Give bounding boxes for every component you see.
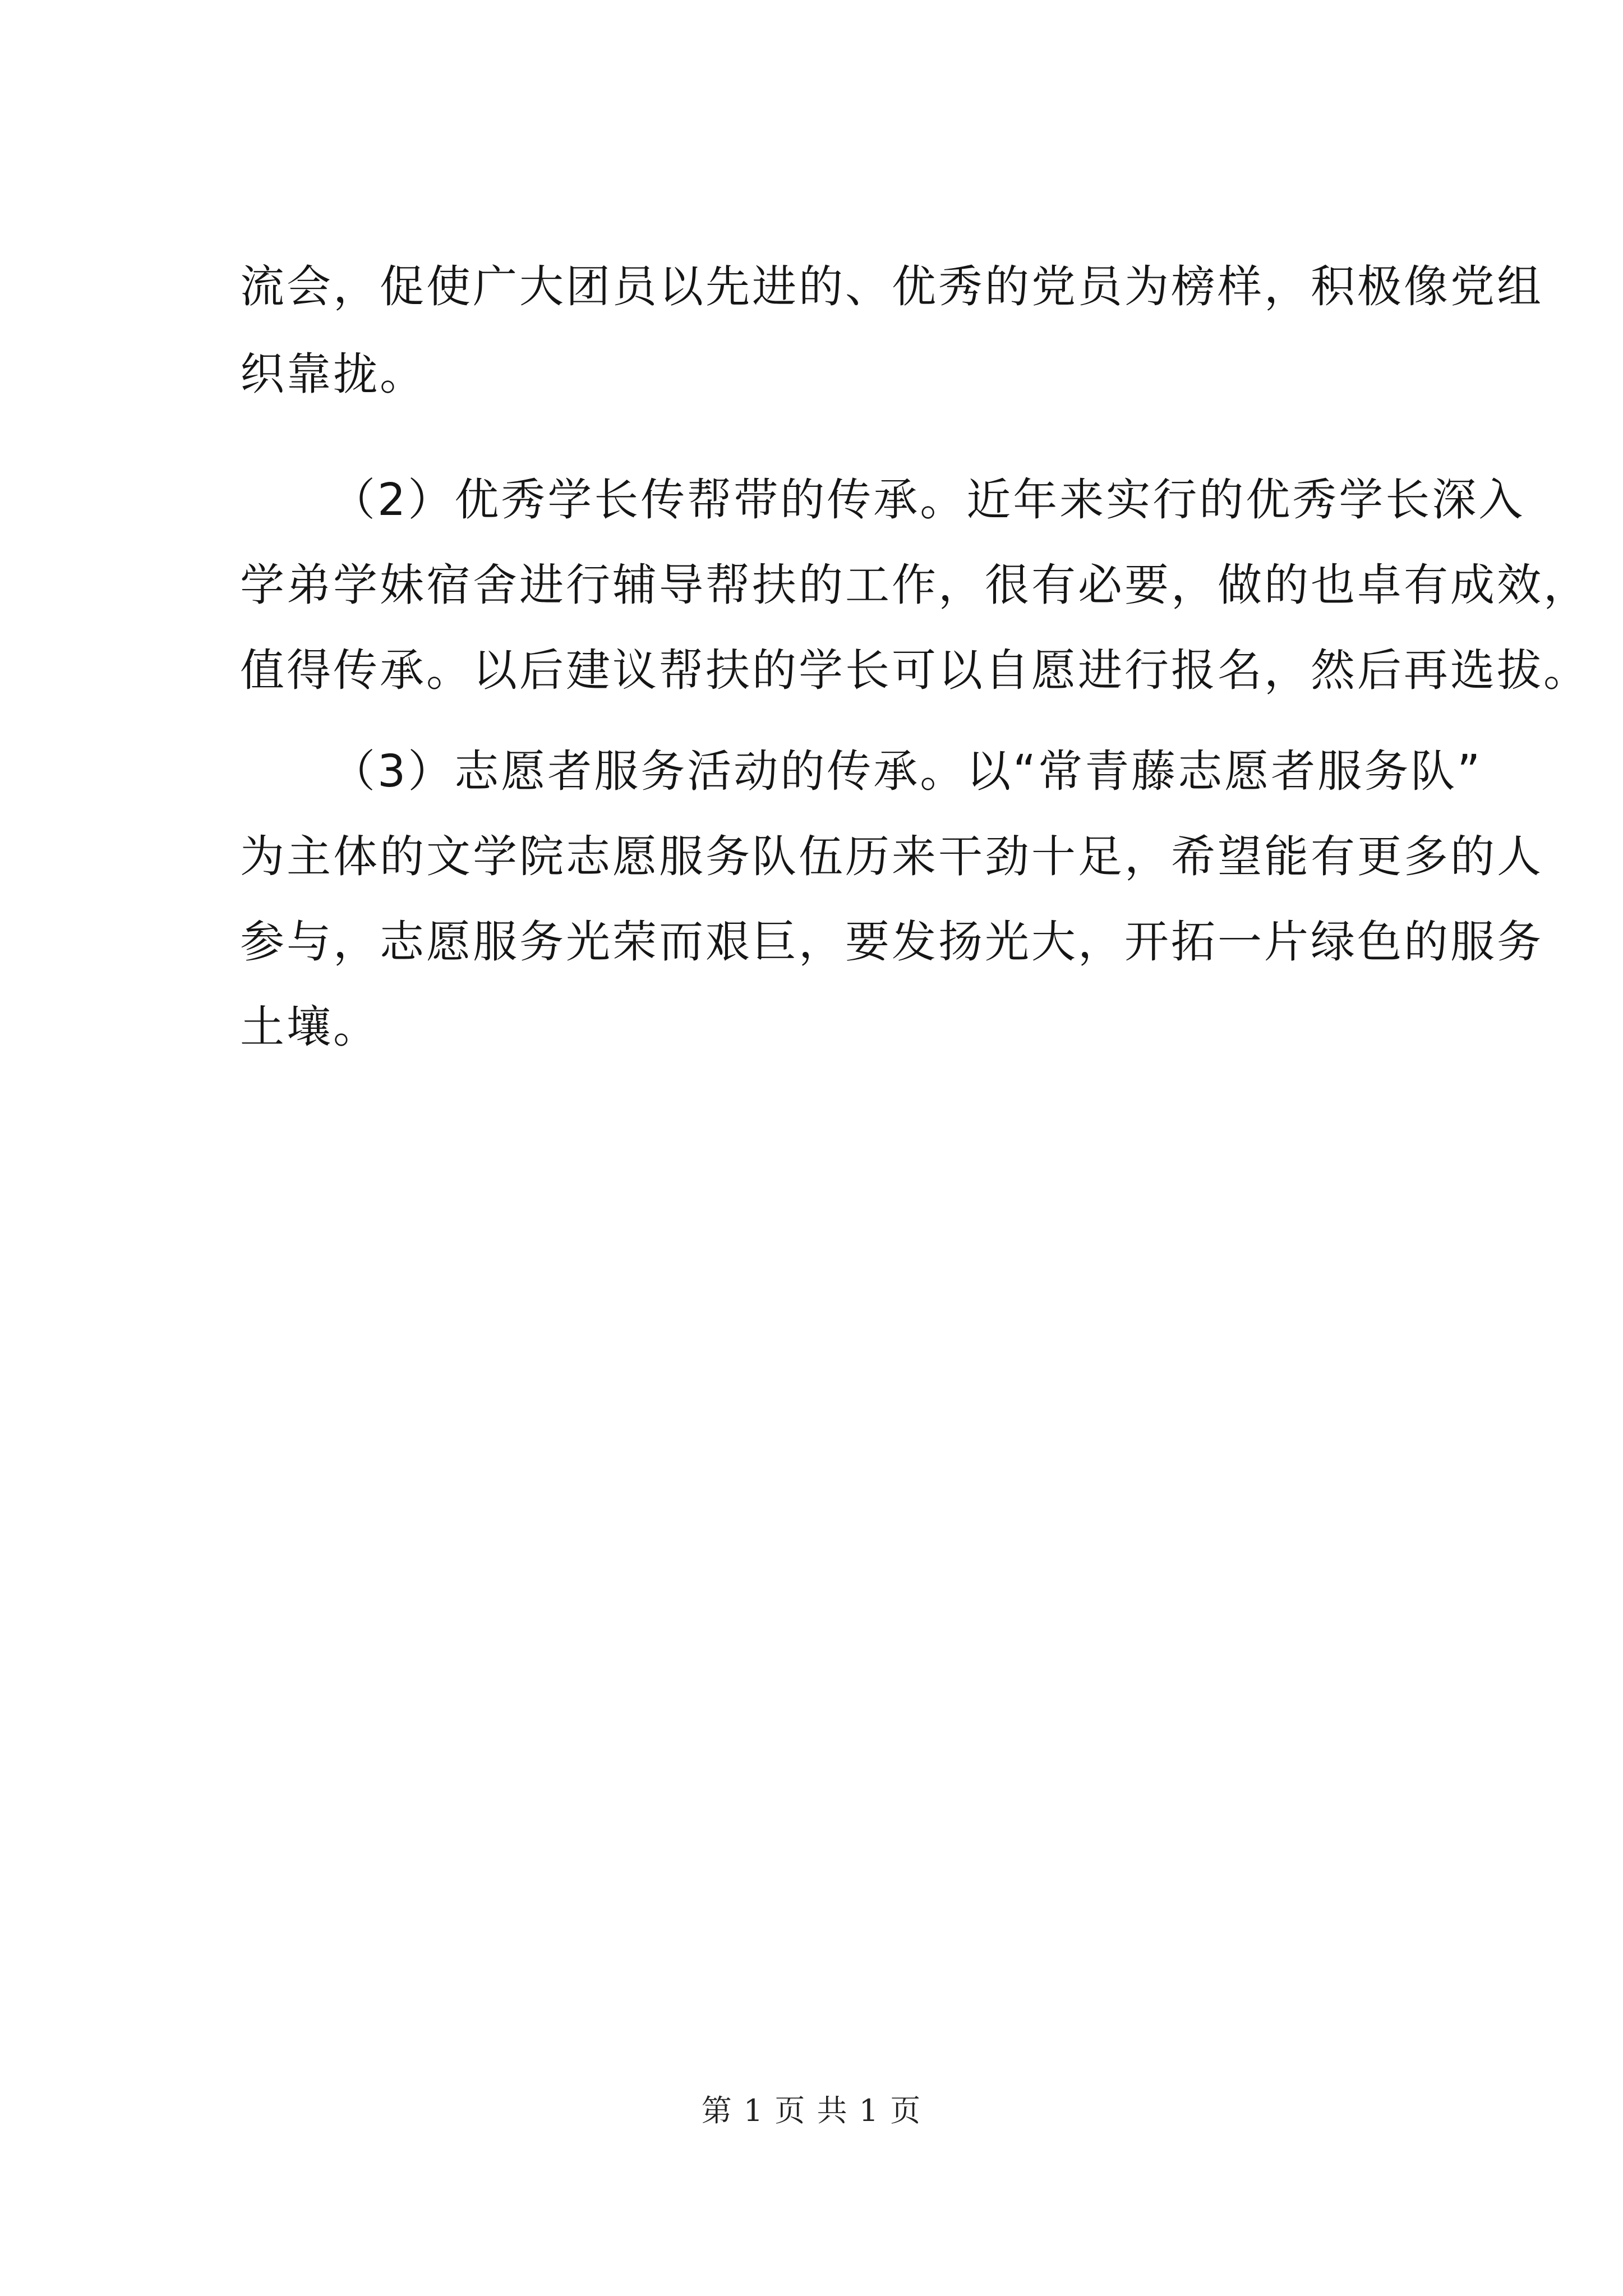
paragraph-2-line-1: （2）优秀学长传帮带的传承。近年来实行的优秀学长深入 [331,474,1525,526]
page-footer: 第 1 页 共 1 页 [701,2093,922,2128]
paragraph-3-line-4: 土壤。 [240,1001,380,1053]
paragraph-1-line-2: 织靠拢。 [240,348,426,400]
paragraph-2-line-3: 值得传承。以后建议帮扶的学长可以自愿进行报名，然后再选拔。 [240,645,1590,696]
paragraph-2-line-2: 学弟学妹宿舍进行辅导帮扶的工作，很有必要，做的也卓有成效， [240,559,1590,611]
paragraph-1-line-1: 流会，促使广大团员以先进的、优秀的党员为榜样，积极像党组 [240,261,1543,312]
paragraph-3-line-2: 为主体的文学院志愿服务队伍历来干劲十足，希望能有更多的人 [240,831,1543,882]
paragraph-3-line-1: （3）志愿者服务活动的传承。以“常青藤志愿者服务队” [331,746,1483,797]
paragraph-3-line-3: 参与，志愿服务光荣而艰巨，要发扬光大，开拓一片绿色的服务 [240,916,1543,968]
